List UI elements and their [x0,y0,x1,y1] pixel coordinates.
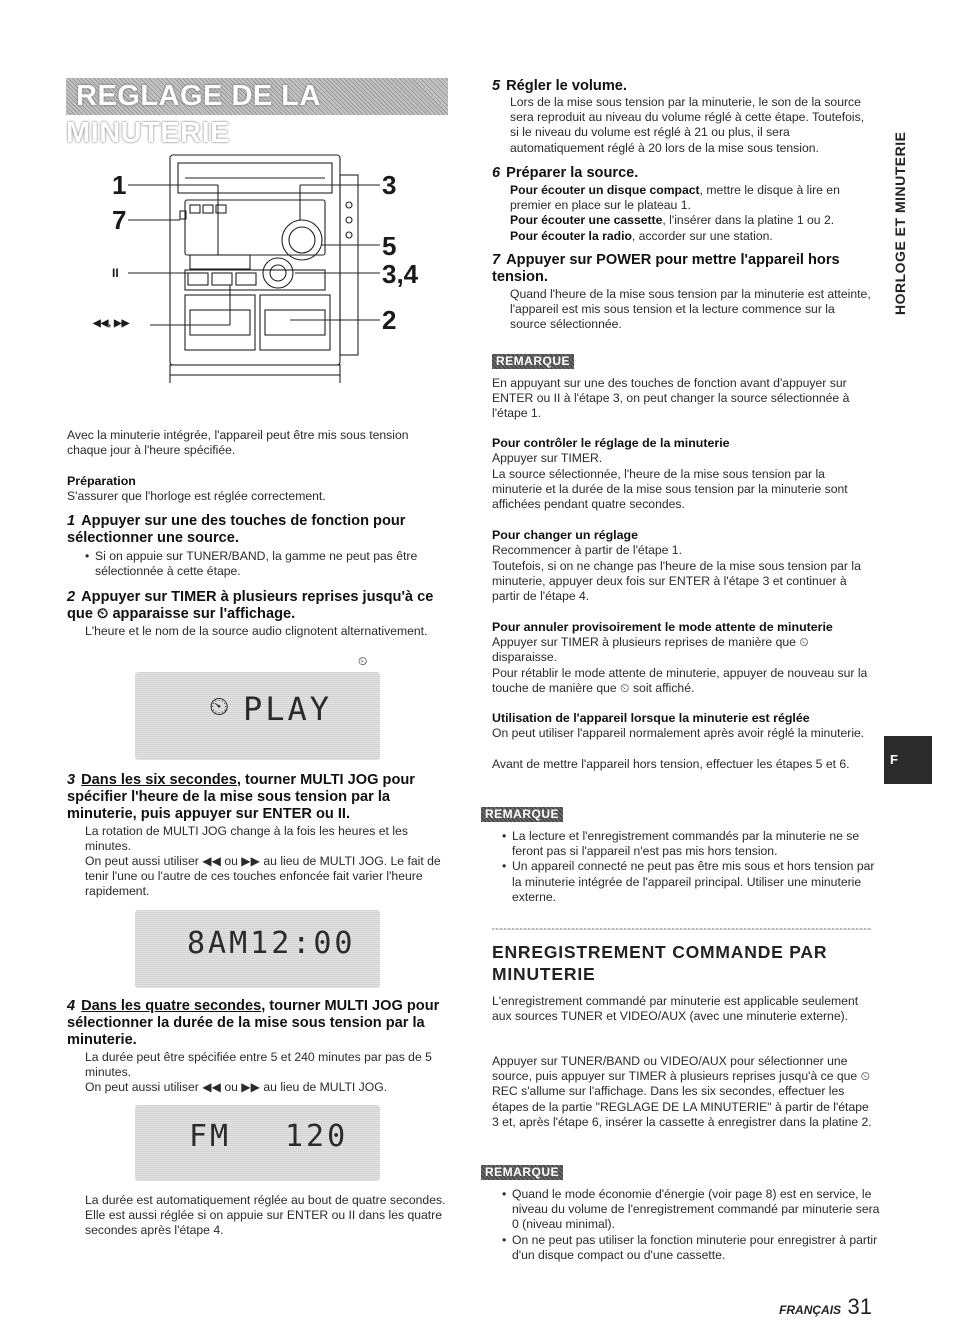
footer-language: FRANÇAIS [779,1303,842,1317]
lcd-display-time [135,910,380,988]
check-title: Pour contrôler le réglage de la minuterie [492,436,730,450]
remark-label-1: REMARQUE [492,354,574,369]
remark-3-item: • Quand le mode économie d'énergie (voir page 8) est en service, le niveau du volume de l'enregistrement commandé par minuterie sera 0 (niveau minimal). [512,1187,884,1233]
step-1-number: 1 [67,513,76,529]
step-5-desc: Lors de la mise sous tension par la minuterie, le son de la source sera reproduit au niveau du volume réglé à cette étape. Toutefois, si le niveau du volume est réglé à 21 ou plus, il sera automatiquement réglé à 20 lors de la mise sous tension. [510,95,865,155]
page-number: 31 [847,1294,872,1319]
step-6-radio [510,229,872,244]
step-7-number: 7 [492,252,501,268]
step-2-number: 2 [67,589,76,605]
section-2-title: ENREGISTREMENT COMMANDE PAR MINUTERIE [492,942,828,984]
lcd-display-duration [135,1105,380,1181]
step-1-bullets [83,549,460,579]
section-2-para-1: L'enregistrement commandé par minuterie est applicable seulement aux sources TUNER et VIDEO/AUX (avec une minuterie externe). [492,994,859,1024]
step-7-title [492,252,872,286]
callout-3-4: 3,4 [382,259,419,289]
cancel-text-1: Appuyer sur TIMER à plusieurs reprises de manière que ⏲ disparaisse. [492,635,809,665]
step-6-radio-bold: Pour écouter la radio [510,228,632,243]
use-text-1: On peut utiliser l'appareil normalement après avoir réglé la minuterie. [492,726,865,740]
timer-indicator-label: ⏲ [358,654,368,668]
step-1-text: Appuyer sur une des touches de fonction pour sélectionner une source. [67,513,406,546]
check-text-2: La source sélectionnée, l'heure de la mise sous tension par la minuterie et la durée de la mise sous tension par la minuterie sont affichées pendant quatre secondes. [492,467,848,512]
stereo-diagram [90,145,430,385]
callout-3: 3 [382,170,397,200]
change-title: Pour changer un réglage [492,528,638,542]
step-3-number: 3 [67,772,76,788]
step-6-cd-text: , mettre le disque à lire en premier en place sur le plateau 1. [510,183,840,213]
step-3-underlined: Dans les six secondes [81,772,237,788]
step-4-number: 4 [67,998,76,1014]
step-3-text: , tourner MULTI JOG pour spécifier l'heure de la mise sous tension par la minuterie, puis appuyer sur ENTER ou II. [67,772,415,822]
section-banner [66,78,448,149]
callout-pause: II [112,266,119,280]
callout-skip: ◀◀, ▶▶ [93,318,130,329]
step-3-desc-2: On peut aussi utiliser ◀◀ ou ▶▶ au lieu de MULTI JOG. Le fait de tenir l'une ou l'autre de ces touches enfoncée fait varier l'heure rapidement. [85,854,441,899]
step-4-desc-2: On peut aussi utiliser ◀◀ ou ▶▶ au lieu de MULTI JOG. [85,1080,388,1094]
step-1-bullet: • Si on appuie sur TUNER/BAND, la gamme ne peut pas être sélectionnée à cette étape. [95,549,460,579]
step-4-title [67,998,448,1049]
step-6-radio-text: , accorder sur une station. [631,228,773,243]
footer [760,1294,872,1324]
step-2-text: Appuyer sur TIMER à plusieurs reprises jusqu'à ce que ⏲ apparaisse sur l'affichage. [67,589,434,622]
use-text-2: Avant de mettre l'appareil hors tension, effectuer les étapes 5 et 6. [492,757,850,771]
step-3-title [67,772,448,823]
step-2-title [67,589,448,623]
step-6-cassette-bold: Pour écouter une cassette [510,213,663,228]
step-1-title [67,513,448,547]
closing-text: La durée est automatiquement réglée au bout de quatre secondes. Elle est aussi réglée si on appuie sur ENTER ou II dans les quatre secondes après l'étape 4. [85,1193,446,1238]
preparation-text: S'assurer que l'horloge est réglée correctement. [67,489,326,503]
step-4-desc-1: La durée peut être spécifiée entre 5 et 240 minutes par pas de 5 minutes. [85,1050,432,1080]
step-6-cassette [510,213,872,228]
callout-1: 1 [112,170,127,200]
change-text-2: Toutefois, si on ne change pas l'heure de la mise sous tension par la minuterie, appuyer deux fois sur ENTER à l'étape 3 et continuer à partir de l'étape 4. [492,559,861,604]
cancel-title: Pour annuler provisoirement le mode attente de minuterie [492,620,833,634]
lcd-play-text: PLAY [243,690,333,728]
lcd-duration-text: 120 [285,1119,349,1154]
lcd-timer-icon: ⏲ [209,692,233,722]
step-6-cd [510,183,872,213]
step-6-number: 6 [492,165,501,181]
language-tab-letter: F [890,752,898,767]
step-6-desc [510,183,872,244]
use-title: Utilisation de l'appareil lorsque la minuterie est réglée [492,711,810,725]
step-3-desc-1: La rotation de MULTI JOG change à la fois les heures et les minutes. [85,824,408,854]
step-4-underlined: Dans les quatre secondes [81,998,262,1014]
step-7-desc: Quand l'heure de la mise sous tension par la minuterie est atteinte, l'appareil est mis sous tension et la lecture commence sur la source sélectionnée. [510,287,871,332]
step-6-cassette-text: , l'insérer dans la platine 1 ou 2. [662,213,835,228]
step-5-title [492,78,872,95]
remark-1-text: En appuyant sur une des touches de fonction avant d'appuyer sur ENTER ou II à l'étape 3, on peut changer la source sélectionnée à l'étape 1. [492,376,850,421]
step-4-text: , tourner MULTI JOG pour sélectionner la durée de la mise sous tension par la minuterie. [67,998,440,1048]
step-5-text: Régler le volume. [506,78,627,94]
cancel-text-2: Pour rétablir le mode attente de minuterie, appuyer de nouveau sur la touche de manière que ⏲ soit affiché. [492,666,868,696]
lcd-time-text: 8AM12:00 [187,926,356,961]
section-divider [492,928,872,930]
preparation-title: Préparation [67,474,136,488]
step-6-cd-bold: Pour écouter un disque compact [510,183,700,197]
callout-5: 5 [382,231,397,261]
callout-7: 7 [112,205,127,235]
sidebar-section-label: HORLOGE ET MINUTERIE [892,131,908,315]
section-title: REGLAGE DE LA MINUTERIE [66,80,320,149]
step-2-desc: L'heure et le nom de la source audio clignotent alternativement. [85,624,428,638]
remark-2-list [500,829,884,905]
stereo-illustration [90,145,430,385]
step-7-text: Appuyer sur POWER pour mettre l'appareil hors tension. [492,252,840,285]
language-tab [884,736,932,784]
lcd-display-play [135,672,380,760]
step-6-title [492,165,872,182]
callout-2: 2 [382,305,397,335]
remark-2-item: • La lecture et l'enregistrement commandés par la minuterie ne se feront pas si l'appareil n'est pas mis hors tension. [512,829,884,859]
intro-text: Avec la minuterie intégrée, l'appareil peut être mis sous tension chaque jour à l'heure spécifiée. [67,428,409,458]
step-6-text: Préparer la source. [506,165,639,181]
check-text-1: Appuyer sur TIMER. [492,451,603,465]
remark-3-list [500,1187,884,1263]
lcd-band-text: FM [189,1119,232,1154]
section-2-para-2: Appuyer sur TUNER/BAND ou VIDEO/AUX pour sélectionner une source, puis appuyer sur TIMER à plusieurs reprises jusqu'à ce que ⏲REC s'allume sur l'affichage. Dans les six secondes, effectuer les étapes de la partie "REGLAGE DE LA MINUTERIE" à partir de l'étape 3 et, après l'étape 6, insérer la cassette à enregistrer dans la platine 2. [492,1054,872,1129]
remark-3-item: • On ne peut pas utiliser la fonction minuterie pour enregistrer à partir d'un disque compact ou d'une cassette. [512,1233,884,1263]
change-text-1: Recommencer à partir de l'étape 1. [492,543,682,557]
remark-label-3: REMARQUE [481,1165,563,1180]
step-5-number: 5 [492,78,501,94]
remark-label-2: REMARQUE [481,807,563,822]
remark-2-item: • Un appareil connecté ne peut pas être mis sous et hors tension par la minuterie intégrée de l'appareil principal. Utiliser une minuterie externe. [512,859,884,905]
